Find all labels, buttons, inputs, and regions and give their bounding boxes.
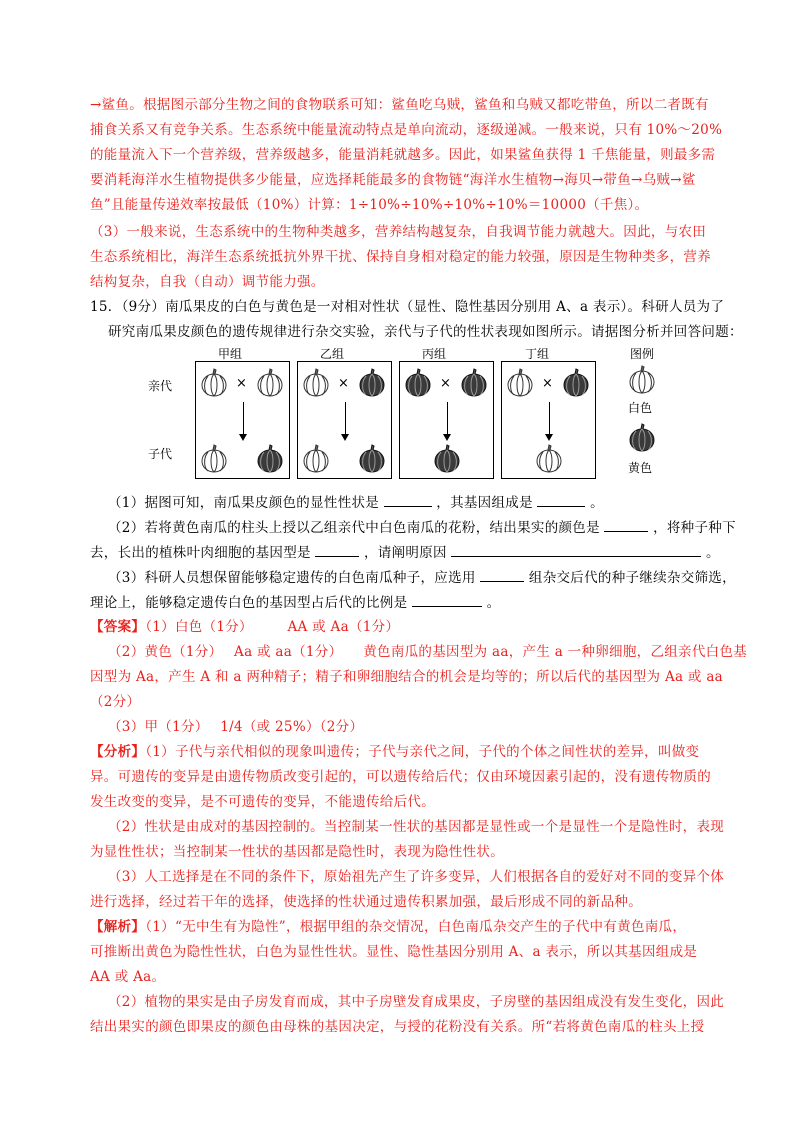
arrow-line [447, 402, 448, 436]
analysis-line4: （2）性状是由成对的基因控制的。当控制某一性状的基因都是显性或一个是显性一个是隐性时，表现 [108, 819, 725, 835]
arrow-head [545, 434, 553, 441]
question-3-line1 [108, 567, 736, 588]
answer-line5: （3）甲（1分） 1/4（或 25%）（2分） [108, 719, 364, 735]
white-pumpkin-icon [200, 444, 228, 474]
analysis-line3: 发生改变的变异，是不可遗传的变异，不能遗传给后代。 [90, 794, 435, 810]
group-label-ding: 丁组 [525, 347, 550, 361]
question-2-line1 [108, 517, 736, 538]
text-line: （3）一般来说，生态系统中的生物种类越多，营养结构越复杂，自我调节能力就越大。因此，与农田 [90, 224, 707, 240]
white-pumpkin-icon [200, 368, 228, 398]
analysis-line5: 为显性性状；当控制某一性状的基因都是隐性时，表现为隐性性状。 [90, 844, 504, 860]
answer-blank[interactable] [537, 492, 585, 507]
question-text: 理论上，能够稳定遗传白色的基因型占后代的比例是 [90, 595, 408, 611]
question-15-line2: 研究南瓜果皮颜色的遗传规律进行杂交实验，亲代与子代的性状表现如图所示。请据图分析并回答问题： [108, 324, 743, 340]
panel-jia [195, 361, 290, 479]
text-line: 要消耗海洋水生植物提供多少能量，应选择耗能最多的食物链“海洋水生植物→海贝→带鱼→乌贼→鲨 [90, 172, 696, 188]
cross-symbol: × [440, 376, 451, 391]
answer-blank[interactable] [412, 592, 482, 607]
explain-text: （1）“无中生有为隐性”，根据甲组的杂交情况，白色南瓜杂交产生的子代中有黄色南瓜， [145, 919, 687, 935]
answer-line2: （2）黄色（1分） Aa 或 aa（1分） 黄色南瓜的基因型为 aa，产生 a 一种卵细胞，乙组亲代白色基 [108, 644, 748, 660]
text-line: 生态系统相比，海洋生态系统抵抗外界干扰、保持自身相对稳定的能力较强，原因是生物种类多，营养 [90, 249, 711, 265]
analysis-line2: 异。可遗传的变异是由遗传物质改变引起的，可以遗传给后代；仅由环境因素引起的，没有遗传物质的 [90, 769, 711, 785]
question-1 [108, 492, 604, 513]
question-text: ，请阐明原因 [364, 545, 447, 561]
text-line: 捕食关系又有竞争关系。生态系统中能量流动特点是单向流动，逐级递减。一般来说，只有 10%～20% [90, 122, 723, 138]
arrow-line [549, 402, 550, 436]
explain-line5: 结出果实的颜色即果皮的颜色由母株的基因决定，与授的花粉没有关系。所“若将黄色南瓜的柱头上授 [90, 1019, 705, 1035]
cross-symbol: × [542, 376, 553, 391]
analysis-line1 [90, 742, 699, 762]
text-line: 的能量流入下一个营养级，营养级越多，能量消耗就越多。因此，如果鲨鱼获得 1 千焦能量，则最多需 [90, 147, 716, 163]
group-label-jia: 甲组 [218, 347, 243, 361]
white-pumpkin-icon [256, 368, 284, 398]
explain-line4: （2）植物的果实是由子房发育而成，其中子房壁发育成果皮，子房壁的基因组成没有发生变化，因此 [108, 994, 725, 1010]
answer-line3: 因型为 Aa，产生 A 和 a 两种精子；精子和卵细胞结合的机会是均等的；所以后代的基因型为 Aa 或 aa [90, 669, 724, 685]
pumpkin-cross-figure [148, 345, 680, 485]
white-pumpkin-icon [302, 368, 330, 398]
white-pumpkin-icon [628, 365, 656, 395]
question-text: ，将种子种下 [653, 520, 736, 536]
answer-blank[interactable] [480, 567, 524, 582]
yellow-pumpkin-icon [358, 368, 386, 398]
panel-ding [501, 361, 596, 479]
question-text: （1）据图可知，南瓜果皮颜色的显性性状是 [108, 495, 380, 511]
answer-tag: 【答案】 [90, 619, 146, 635]
arrow-line [243, 402, 244, 436]
question-2-line2 [90, 542, 720, 563]
analysis-line6: （3）人工选择是在不同的条件下，原始祖先产生了许多变异，人们根据各自的爱好对不同的变异个体 [108, 869, 725, 885]
row-label-parent: 亲代 [148, 379, 173, 393]
panel-bing [399, 361, 494, 479]
row-label-child: 子代 [148, 447, 173, 461]
group-label-yi: 乙组 [320, 347, 345, 361]
answer-blank[interactable] [315, 542, 359, 557]
cross-symbol: × [236, 376, 247, 391]
analysis-tag: 【分析】 [90, 744, 146, 760]
cross-symbol: × [338, 376, 349, 391]
yellow-pumpkin-icon [256, 444, 284, 474]
answer-blank[interactable] [384, 492, 432, 507]
answer-line4: （2分） [90, 694, 141, 710]
yellow-pumpkin-icon [628, 423, 656, 453]
question-text: 组杂交后代的种子继续杂交筛选， [528, 570, 736, 586]
analysis-text: （1）子代与亲代相似的现象叫遗传；子代与亲代之间，子代的个体之间性状的差异，叫做变 [145, 744, 700, 760]
answer-blank[interactable] [604, 517, 648, 532]
explain-tag: 【解析】 [90, 919, 146, 935]
analysis-line7: 进行选择，经过若干年的选择，使选择的性状通过遗传积累加强，最后形成不同的新品种。 [90, 894, 642, 910]
question-text: ，其基因组成是 [436, 495, 533, 511]
arrow-line [345, 402, 346, 436]
question-3-line2 [90, 592, 500, 613]
arrow-head [443, 434, 451, 441]
answer-blank[interactable] [451, 542, 701, 557]
white-pumpkin-icon [535, 444, 563, 474]
white-pumpkin-icon [302, 444, 330, 474]
legend-white-label: 白色 [628, 401, 653, 415]
arrow-head [341, 434, 349, 441]
question-text: 。 [590, 495, 604, 511]
explain-line2: 可推断出黄色为隐性性状，白色为显性性状。显性、隐性基因分别用 A、a 表示，所以其基因组成是 [90, 944, 698, 960]
legend-yellow-label: 黄色 [628, 461, 653, 475]
arrow-head [239, 434, 247, 441]
text-line: 结构复杂，自我（自动）调节能力强。 [90, 274, 325, 290]
yellow-pumpkin-icon [433, 444, 461, 474]
question-text: 去，长出的植株叶肉细胞的基因型是 [90, 545, 311, 561]
question-text: （3）科研人员想保留能够稳定遗传的白色南瓜种子，应选用 [108, 570, 476, 586]
yellow-pumpkin-icon [358, 444, 386, 474]
answer-line1 [90, 617, 399, 637]
panel-yi [297, 361, 392, 479]
question-15-line1: 15．（9分）南瓜果皮的白色与黄色是一对相对性状（显性、隐性基因分别用 A、a 表示）。科研人员为了 [90, 299, 725, 315]
answer-text: （1）白色（1分） AA 或 Aa（1分） [145, 619, 400, 635]
question-text: 。 [706, 545, 720, 561]
question-text: （2）若将黄色南瓜的柱头上授以乙组亲代中白色南瓜的花粉，结出果实的颜色是 [108, 520, 600, 536]
text-line: 鱼”且能量传递效率按最低（10%）计算：1÷10%÷10%÷10%÷10%＝10000（千焦）。 [90, 197, 649, 213]
yellow-pumpkin-icon [460, 368, 488, 398]
explain-line1 [90, 917, 686, 937]
yellow-pumpkin-icon [562, 368, 590, 398]
legend-title: 图例 [630, 347, 655, 361]
question-text: 。 [486, 595, 501, 611]
explain-line3: AA 或 Aa。 [90, 969, 166, 985]
white-pumpkin-icon [506, 368, 534, 398]
group-label-bing: 丙组 [422, 347, 447, 361]
text-line: →鲨鱼。根据图示部分生物之间的食物联系可知：鲨鱼吃乌贼，鲨鱼和乌贼又都吃带鱼，所以二者既有 [90, 97, 709, 113]
yellow-pumpkin-icon [404, 368, 432, 398]
